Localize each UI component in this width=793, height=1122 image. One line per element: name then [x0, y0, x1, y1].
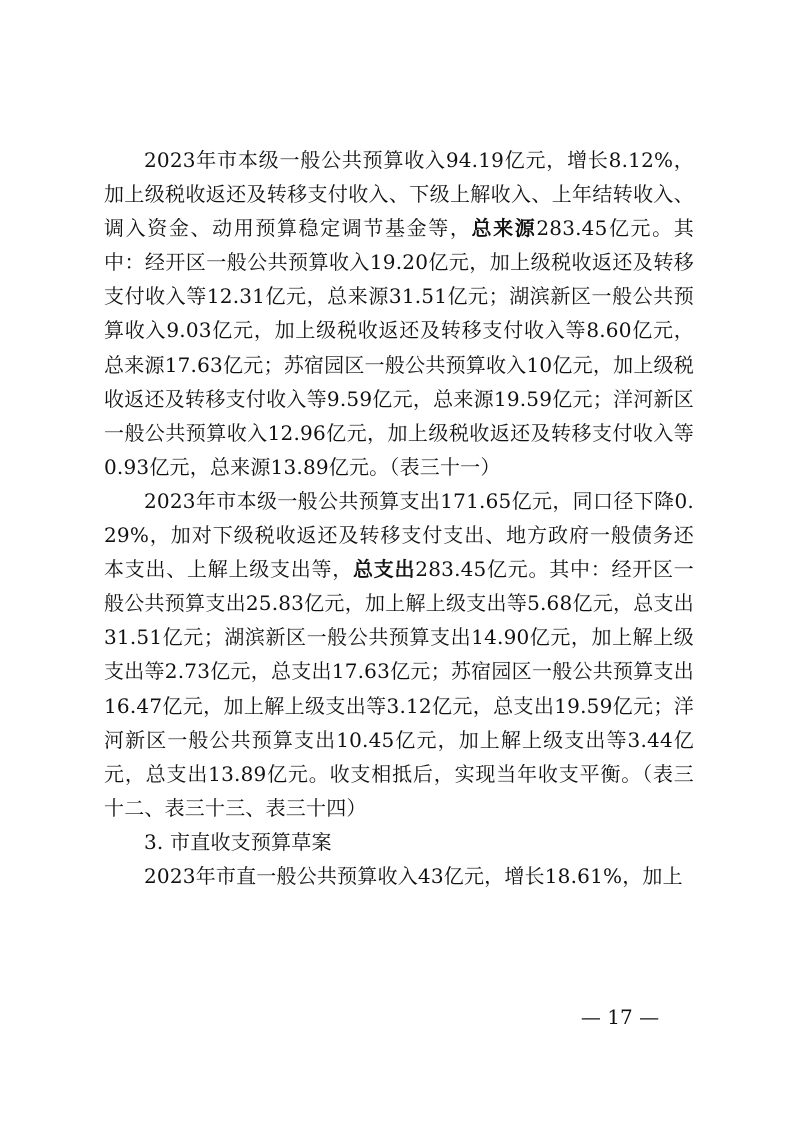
paragraph-revenue: [104, 143, 694, 484]
paragraph-revenue-text-2: 283.45亿元。其中：经开区一般公共预算收入19.20亿元，加上级税收返还及转移支付收入等12.31亿元，总来源31.51亿元；湖滨新区一般公共预算收入9.03亿元，加上级税收返还及转移支付收入等8.60亿元，总来源17.63亿元；苏宿园区一般公共预算收入10亿元，加上级税收返还及转移支付收入等9.59亿元，总来源19.59亿元；洋河新区一般公共预算收入12.96亿元，加上级税收返还及转移支付收入等0.93亿元，总来源13.89亿元。（表三十一）: [104, 216, 694, 479]
paragraph-city-direct: 2023年市直一般公共预算收入43亿元，增长18.61%，加上: [144, 863, 683, 888]
bold-term-total-expenditure: 总支出: [353, 557, 416, 582]
paragraph-expenditure-text-2: 283.45亿元。其中：经开区一般公共预算支出25.83亿元，加上解上级支出等5.68亿元，总支出31.51亿元；湖滨新区一般公共预算支出14.90亿元，加上解上级支出等2.73亿元，总支出17.63亿元；苏宿园区一般公共预算支出16.47亿元，加上解上级支出等3.12亿元，总支出19.59亿元；洋河新区一般公共预算支出10.45亿元，加上解上级支出等3.44亿元，总支出13.89亿元。收支相抵后，实现当年收支平衡。（表三十二、表三十三、表三十四）: [104, 557, 694, 820]
paragraph-expenditure: [104, 484, 694, 825]
paragraph-revenue-text-1: 2023年市本级一般公共预算收入94.19亿元，增长8.12%，加上级税收返还及转移支付收入、下级上解收入、上年结转收入、调入资金、动用预算稳定调节基金等，: [104, 148, 694, 241]
paragraph-expenditure-text-1: 2023年市本级一般公共预算支出171.65亿元，同口径下降0.29%，加对下级税收返还及转移支付支出、地方政府一般债务还本支出、上解上级支出等，: [104, 488, 694, 582]
document-body: [104, 143, 694, 893]
bold-term-total-source: 总来源: [471, 216, 537, 241]
page-number: — 17 —: [580, 1005, 660, 1029]
section-heading-3: 3. 市直收支预算草案: [144, 829, 332, 854]
